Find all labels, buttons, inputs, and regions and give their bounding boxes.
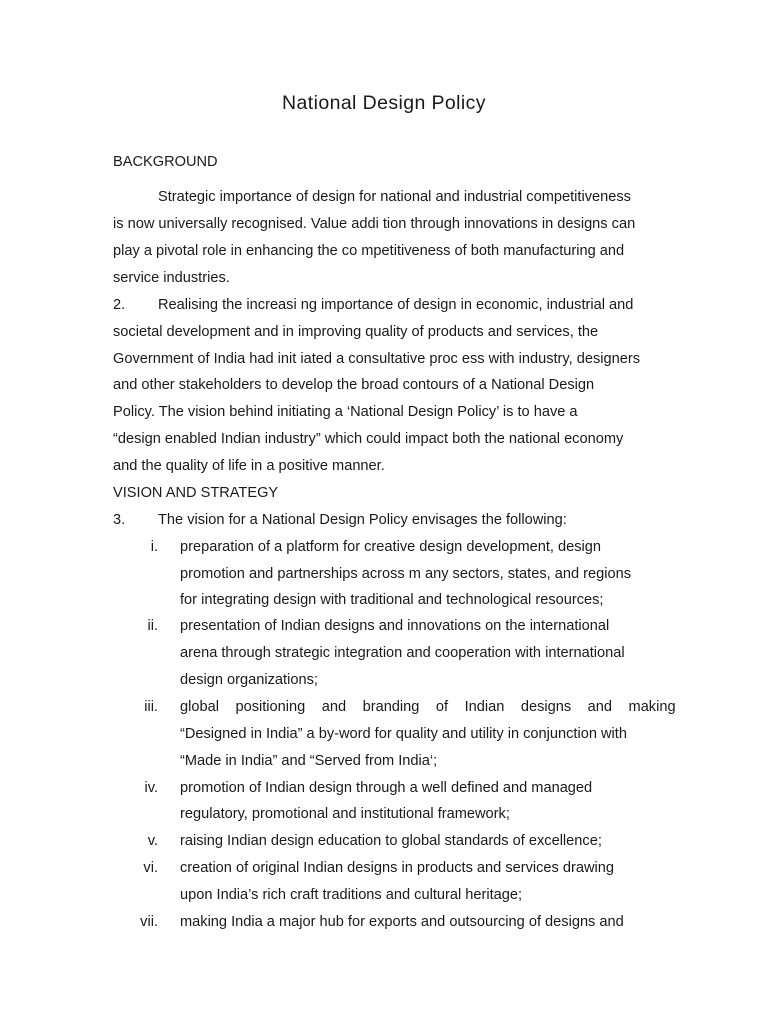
list-item-number: iii. bbox=[144, 699, 158, 715]
list-item-number: i. bbox=[150, 539, 158, 555]
list-item-line: upon India’s rich craft traditions and cultural heritage; bbox=[180, 887, 523, 903]
list-item-line: arena through strategic integration and cooperation with international bbox=[180, 645, 625, 661]
paragraph-number: 3. bbox=[113, 512, 126, 528]
paragraph-line: is now universally recognised. Value addi tion through innovations in designs can bbox=[113, 216, 636, 232]
paragraph-line: Strategic importance of design for national and industrial competitiveness bbox=[158, 189, 631, 205]
paragraph-line: Policy. The vision behind initiating a ‘National Design Policy’ is to have a bbox=[113, 404, 578, 420]
list-item-line: global positioning and branding of Indian designs and making bbox=[180, 699, 676, 715]
list-item-line: promotion and partnerships across m any sectors, states, and regions bbox=[180, 566, 632, 582]
list-item-line: regulatory, promotional and institutional framework; bbox=[180, 806, 510, 822]
list-item-number: vii. bbox=[140, 914, 158, 930]
paragraph-number: 2. bbox=[113, 297, 126, 313]
section-heading-background: BACKGROUND bbox=[113, 154, 218, 170]
list-item-number: vi. bbox=[143, 860, 158, 876]
paragraph-line: Government of India had init iated a consultative proc ess with industry, designers bbox=[113, 351, 641, 367]
paragraph-line: “design enabled Indian industry” which could impact both the national economy bbox=[113, 431, 624, 447]
paragraph-line: Realising the increasi ng importance of design in economic, industrial and bbox=[158, 297, 634, 313]
list-item-line: for integrating design with traditional and technological resources; bbox=[180, 592, 604, 608]
paragraph-line: play a pivotal role in enhancing the co mpetitiveness of both manufacturing and bbox=[113, 243, 625, 259]
document-title: National Design Policy bbox=[282, 92, 486, 114]
list-item-line: making India a major hub for exports and outsourcing of designs and bbox=[180, 914, 624, 930]
paragraph-line: and other stakeholders to develop the broad contours of a National Design bbox=[113, 377, 595, 393]
section-heading-vision: VISION AND STRATEGY bbox=[113, 485, 279, 501]
paragraph-line: and the quality of life in a positive manner. bbox=[113, 458, 385, 474]
list-item-line: “Made in India” and “Served from India‘; bbox=[180, 753, 438, 769]
list-item-line: creation of original Indian designs in products and services drawing bbox=[180, 860, 615, 876]
list-item-line: raising Indian design education to global standards of excellence; bbox=[180, 833, 602, 849]
list-item-number: ii. bbox=[147, 618, 158, 634]
list-item-line: design organizations; bbox=[180, 672, 318, 688]
paragraph-line: service industries. bbox=[113, 270, 230, 286]
list-item-number: v. bbox=[147, 833, 158, 849]
list-item-number: iv. bbox=[144, 780, 158, 796]
list-item-line: preparation of a platform for creative design development, design bbox=[180, 539, 602, 555]
list-item-line: promotion of Indian design through a well defined and managed bbox=[180, 780, 593, 796]
paragraph-line: societal development and in improving quality of products and services, the bbox=[113, 324, 599, 340]
paragraph-line: The vision for a National Design Policy envisages the following: bbox=[158, 512, 567, 528]
list-item-line: “Designed in India” a by-word for quality and utility in conjunction with bbox=[180, 726, 627, 742]
list-item-line: presentation of Indian designs and innovations on the international bbox=[180, 618, 610, 634]
